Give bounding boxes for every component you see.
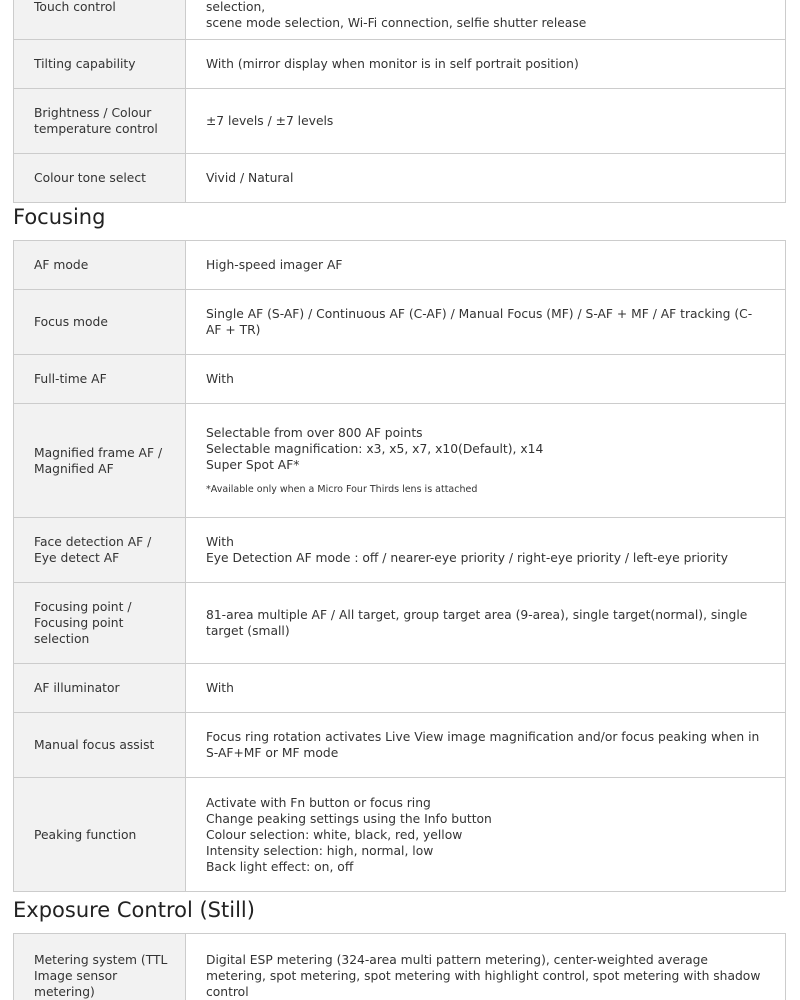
spec-value: High-speed imager AF xyxy=(186,241,786,290)
spec-label: Focusing point / Focusing point selection xyxy=(14,583,186,664)
spec-value-line: selection, xyxy=(206,0,266,14)
table-row xyxy=(14,713,786,778)
table-row xyxy=(14,355,786,404)
spec-value xyxy=(186,778,786,892)
spec-value-line: Selectable magnification: x3, x5, x7, x10(Default), x14 xyxy=(206,442,544,456)
spec-label: Face detection AF / Eye detect AF xyxy=(14,518,186,583)
spec-value xyxy=(186,518,786,583)
table-row xyxy=(14,154,786,203)
table-row xyxy=(14,583,786,664)
spec-value-line: With xyxy=(206,535,234,549)
exposure-spec-table xyxy=(13,933,786,1000)
section-heading-exposure-control: Exposure Control (Still) xyxy=(13,898,255,922)
spec-label: Focus mode xyxy=(14,290,186,355)
spec-value: With (mirror display when monitor is in self portrait position) xyxy=(186,40,786,89)
section-heading-focusing: Focusing xyxy=(13,205,106,229)
spec-value: ±7 levels / ±7 levels xyxy=(186,89,786,154)
spec-value xyxy=(186,404,786,518)
table-row xyxy=(14,934,786,1000)
spec-value: Single AF (S-AF) / Continuous AF (C-AF) / Manual Focus (MF) / S-AF + MF / AF tracking (C-AF + TR) xyxy=(186,290,786,355)
spec-value-line: Back light effect: on, off xyxy=(206,859,354,874)
spec-label: Colour tone select xyxy=(14,154,186,203)
spec-value-line: Activate with Fn button or focus ring xyxy=(206,795,431,810)
table-row xyxy=(14,241,786,290)
spec-value-line: Change peaking settings using the Info button xyxy=(206,811,492,826)
spec-value-line: scene mode selection, Wi-Fi connection, selfie shutter release xyxy=(206,16,587,30)
spec-value-line: Colour selection: white, black, red, yellow xyxy=(206,827,463,842)
spec-label: Peaking function xyxy=(14,778,186,892)
spec-value: 81-area multiple AF / All target, group target area (9-area), single target(normal), single target (small) xyxy=(186,583,786,664)
spec-value: Vivid / Natural xyxy=(186,154,786,203)
spec-label: Touch control xyxy=(14,0,186,40)
spec-value xyxy=(186,0,786,40)
spec-label: AF illuminator xyxy=(14,664,186,713)
spec-value-line: Selectable from over 800 AF points xyxy=(206,426,423,440)
table-row xyxy=(14,404,786,518)
footnote: *Available only when a Micro Four Thirds lens is attached xyxy=(206,484,478,495)
spec-label: Manual focus assist xyxy=(14,713,186,778)
spec-value: Focus ring rotation activates Live View image magnification and/or focus peaking when in S-AF+MF or MF mode xyxy=(186,713,786,778)
table-row xyxy=(14,40,786,89)
spec-value: Digital ESP metering (324-area multi pattern metering), center-weighted average metering, spot metering, spot metering with highlight control, spot metering with shadow control xyxy=(186,934,786,1000)
spec-label: Full-time AF xyxy=(14,355,186,404)
spec-label: Metering system (TTL Image sensor metering) xyxy=(14,934,186,1000)
spec-value-line: Eye Detection AF mode : off / nearer-eye priority / right-eye priority / left-eye priority xyxy=(206,551,728,565)
spec-label: Brightness / Colour temperature control xyxy=(14,89,186,154)
focusing-spec-table xyxy=(13,240,786,892)
spec-value-line: Super Spot AF* xyxy=(206,458,300,472)
table-row xyxy=(14,89,786,154)
table-row xyxy=(14,518,786,583)
spec-value-line: Intensity selection: high, normal, low xyxy=(206,843,434,858)
spec-value: With xyxy=(186,664,786,713)
monitor-spec-table xyxy=(13,0,786,203)
table-row xyxy=(14,0,786,40)
spec-label: Magnified frame AF / Magnified AF xyxy=(14,404,186,518)
table-row xyxy=(14,778,786,892)
spec-value: With xyxy=(186,355,786,404)
table-row xyxy=(14,664,786,713)
spec-label: Tilting capability xyxy=(14,40,186,89)
spec-label: AF mode xyxy=(14,241,186,290)
table-row xyxy=(14,290,786,355)
